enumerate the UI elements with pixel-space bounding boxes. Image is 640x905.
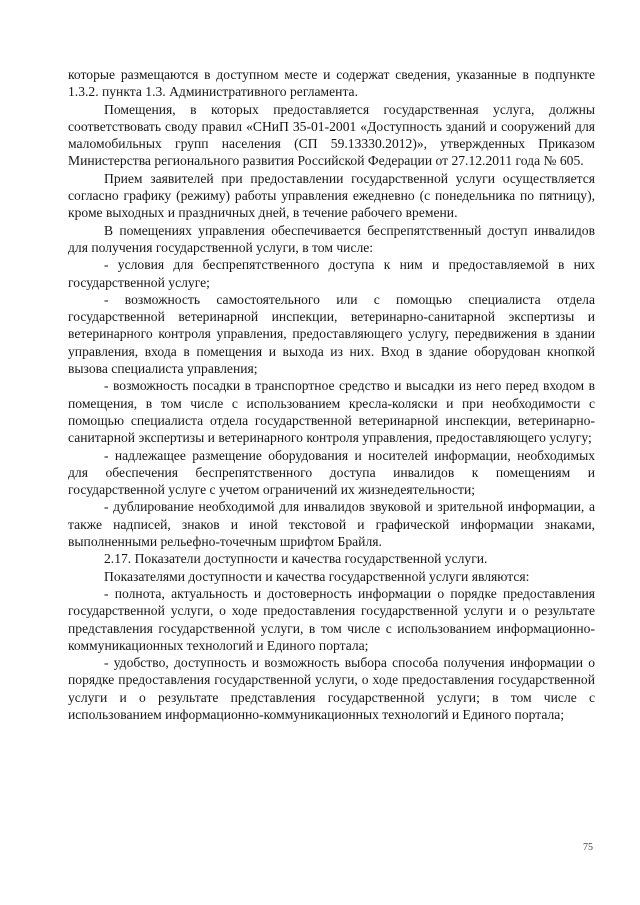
paragraph-1: которые размещаются в доступном месте и содержат сведения, указанные в подпункте 1.3.2. пункта 1.3. Административного регламента. xyxy=(68,67,595,100)
list-item-boarding: - возможность посадки в транспортное средство и высадки из него перед входом в помещения, в том числе с использованием кресла-коляски и при необходимости с помощью специалиста отдела государственной ветеринарной инспекции, ветеринарно-санитарной экспертизы и ветеринарного контроля управления, предоставляющего услугу; xyxy=(68,378,595,446)
paragraph-3: Прием заявителей при предоставлении государственной услуги осуществляется согласно графику (режиму) работы управления ежедневно (с понедельника по пятницу), кроме выходных и праздничных дней, в течение рабочего времени. xyxy=(68,170,595,221)
document-body xyxy=(68,66,595,723)
list-item-duplication: - дублирование необходимой для инвалидов звуковой и зрительной информации, а также надписей, знаков и иной текстовой и графической информации знаками, выполненными рельефно-точечным шрифтом Брайля. xyxy=(68,499,595,550)
paragraph-indicators: Показателями доступности и качества государственной услуги являются: xyxy=(104,568,530,584)
paragraph-4: В помещениях управления обеспечивается беспрепятственный доступ инвалидов для получения государственной услуги, в том числе: xyxy=(68,222,595,255)
section-heading-2-17: 2.17. Показатели доступности и качества государственной услуги. xyxy=(104,551,488,567)
list-item-completeness: - полнота, актуальность и достоверность информации о порядке предоставления государственной услуги, о ходе предоставления государственной услуги и о результате представления государственной услуги, в том числе с использованием информационно-коммуникационных технологий и Единого портала; xyxy=(68,585,595,653)
list-item-access-conditions: - условия для беспрепятственного доступа к ним и предоставляемой в них государственной услуге; xyxy=(68,257,595,290)
list-item-movement: - возможность самостоятельного или с помощью специалиста отдела государственной ветеринарной инспекции, ветеринарно-санитарной экспертизы и ветеринарного контроля управления, предоставляющего услугу, передвижения в здании управления, входа в помещения и выхода из них. Вход в здание оборудован кнопкой вызова специалиста управления; xyxy=(68,291,595,377)
paragraph-2: Помещения, в которых предоставляется государственная услуга, должны соответствовать своду правил «СНиП 35-01-2001 «Доступность зданий и сооружений для маломобильных групп населения (СП 59.13330.2012)», утвержденных Приказом Министерства регионального развития Российской Федерации от 27.12.2011 года № 605. xyxy=(68,101,595,169)
list-item-convenience: - удобство, доступность и возможность выбора способа получения информации о порядке предоставления государственной услуги, о ходе предоставления государственной услуги и о результате представления государственной услуги; в том числе с использованием информационно-коммуникационных технологий и Единого портала; xyxy=(68,655,595,722)
page-number: 75 xyxy=(583,842,593,853)
list-item-equipment: - надлежащее размещение оборудования и носителей информации, необходимых для обеспечения беспрепятственного доступа инвалидов к помещениям и государственной услуге с учетом ограничений их жизнедеятельности; xyxy=(68,447,595,498)
